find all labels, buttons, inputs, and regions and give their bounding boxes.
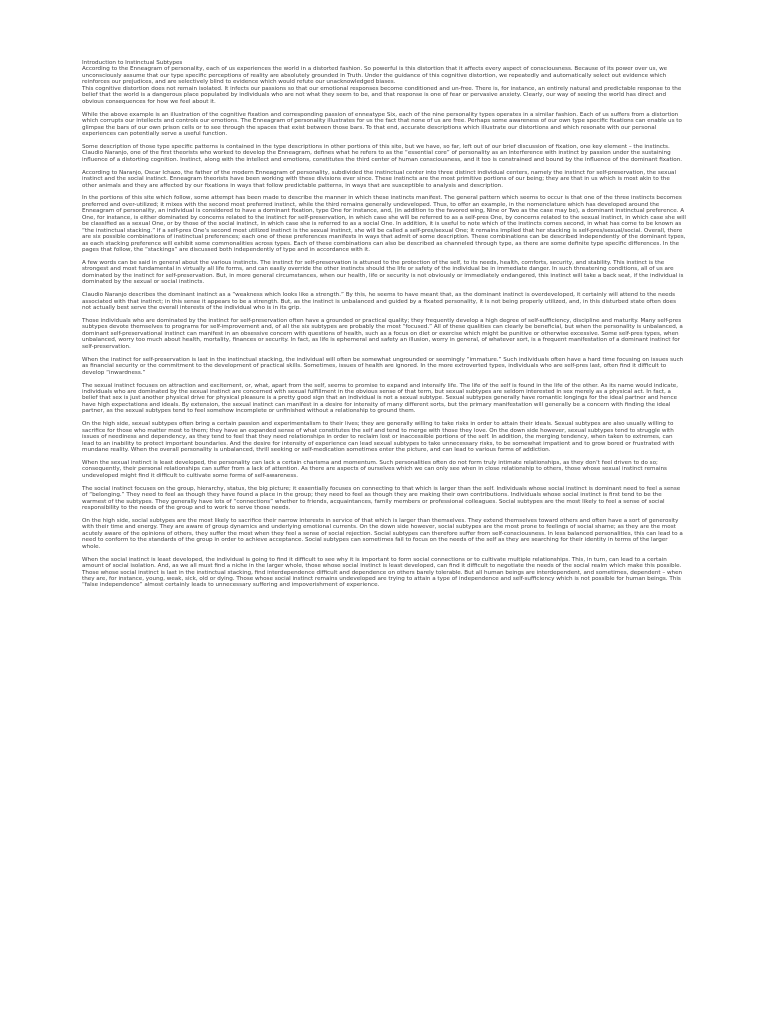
paragraph: The sexual instinct focuses on attraction and excitement, or, what, apart from the self, seems to promise to expand and intensify life. The life of the self is found in the life of the other. As its name would indicate, individuals who are dominated by the sexual instinct are concerned with sexual fulfillment in the obvious sense of that term, but sexual subtypes are seldom interested in sex merely as a physical act. In fact, a belief that sex is just another physical drive for physical pleasure is a pretty good sign that an individual is not a sexual subtype. Sexual subtypes generally have romantic longings for the ideal partner and hence have high expectations and ideals. By extension, the sexual instinct can manifest in a desire for intensity of many different sorts, but the primary manifestation will generally be a concern with finding the ideal partner, as the sexual subtypes tend to feel somehow incomplete or unfinished without a relationship to ground them. (82, 382, 679, 415)
paragraph: In the portions of this site which follow, some attempt has been made to describe the manner in which these instincts manifest. The general pattern which seems to occur is that one of the three instincts becomes preferred and over-utilized; it mixes with the second most preferred instinct, while the third remains generally undeveloped. Thus, to offer an example, in the nomenclature which has developed around the Enneagram of personality, an individual is considered to have a dominant fixation, type One for instance, and, (in addition to the favored wing, Nine or Two as the case may be), a dominant instinctual preference. A One, for instance, is either dominated by concerns related to the instinct for self-preservation, in which case she will be referred to as a self-pres One, by concerns related to the sexual instinct, in which case she will be classified as a sexual One, or by those of the social instinct, in which case she is referred to as a social One. In addition, it is useful to note which of the instincts comes second, in what has come to be known as “the instinctual stacking.” If a self-pres One’s second most utilized instinct is the sexual instinct, she will be called a self-pres/sexual One; it remains implied that her stacking is self-pres/sexual/social. Overall, there are six possible combinations of instinctual preferences; each one of these preferences manifests in ways that admit of some description. These combinations can be described independently of the dominant types, as each stacking preference will exhibit some commonalities across types. Each of these combinations can also be described as channeled through type, as there are some definite type specific differences. In the pages that follow, the “stackings” are discussed both independently of type and in accordance with it. (82, 195, 686, 254)
paragraph: While the above example is an illustration of the cognitive fixation and corresponding passion of enneatype Six, each of the nine personality types operates in a similar fashion. Each of us suffers from a distortion which corrupts our intellects and controls our emotions. The Enneagram of personality illustrates for us the fact that none of us are free. Perhaps some awareness of our own type specific fixations can enable us to glimpse the bars of our own prison cells or to see through the spaces that exist between those bars. To that end, accurate descriptions which illustrate our distortions and which resonate with our personal experiences can potentially serve a useful function. (82, 111, 682, 137)
paragraph: According to Naranjo, Oscar Ichazo, the father of the modern Enneagram of personality, subdivided the instinctual center into three distinct individual centers, namely the instinct for self-preservation, the sexual instinct and the social instinct. Enneagram theorists have been working with these divisions ever since. These instincts are the most primitive portions of our being; they are that in us which is most akin to the other animals and they are affected by our fixations in ways that follow predictable patterns, in ways that are susceptible to analysis and description. (82, 169, 677, 189)
paragraph: According to the Enneagram of personality, each of us experiences the world in a distorted fashion. So powerful is this distortion that it affects every aspect of consciousness. Because of its power over us, we unconsciously assume that our type specific perceptions of reality are absolutely grounded in Truth. Under the guidance of this cognitive distortion, we repeatedly and automatically select out evidence which reinforces our prejudices, and are selectively blind to evidence which would refute our unacknowledged biases. (82, 66, 668, 86)
paragraph: Those individuals who are dominated by the instinct for self-preservation often have a grounded or practical quality; they frequently develop a high degree of self-sufficiency, discipline and maturity. Many self-pres subtypes devote themselves to programs for self-improvement and, of all the six subtypes are probably the most “focused.” All of these qualities can clearly be beneficial, but when the personality is unbalanced, a dominant self-preservational instinct can manifest in an obsessive concern with questions of health, such as a focus on diet or exercise which might be punitive or otherwise excessive. Some self-pres types, when unbalanced, worry too much about health, mortality, finances or security. In fact, as life is ephemeral and safety an illusion, worry in general, of whatever sort, is a frequent manifestation of a dominant instinct for self-preservation. (82, 318, 683, 350)
document-page (82, 60, 686, 595)
paragraph: This cognitive distortion does not remain isolated. It infects our passions so that our emotional responses become conditioned and un-free. There is, for instance, an entirely natural and predictable response to the belief that the world is a dangerous place populated by individuals who are not what they seem to be, and that response is one of fear or pervasive anxiety. Clearly, our way of seeing the world has direct and obvious consequences for how we feel about it. (82, 85, 682, 105)
paragraph: The social instinct focuses on the group, hierarchy, status, the big picture; it essentially focuses on connecting to that which is larger than the self. Individuals whose social instinct is dominant need to feel a sense of “belonging.” They need to feel as though they have found a place in the group; they need to feel as though they are making their own contributions. Individuals whose social instinct is first tend to be the warmest of the subtypes. They generally have lots of “connections” whether to friends, acquaintances, family members or professional colleagues. Social subtypes are the most likely to feel a sense of social responsibility to the needs of the group and to work to serve those needs. (82, 485, 681, 512)
paragraph: On the high side, sexual subtypes often bring a certain passion and experimentalism to their lives; they are generally willing to take risks in order to attain their ideals. Sexual subtypes are also usually willing to sacrifice for those who matter most to them; they have an expanded sense of what constitutes the self and tend to merge with those they love. On the down side however, sexual subtypes tend to struggle with issues of neediness and dependency, as they tend to feel that they need relationships in order to reclaim lost or inaccessible portions of the self. In addition, the merging tendency, when taken to extremes, can lead to an inability to protect important boundaries. And the desire for intensity of experience can lead sexual subtypes to take unnecessary risks, to be somewhat impatient and to grow bored or frustrated with mundane reality. When the overall personality is unbalanced, thrill seeking or self-medication sometimes enter the picture, and can lead to various forms of addiction. (82, 421, 675, 454)
paragraph: When the social instinct is least developed, the individual is going to find it difficult to see why it is important to form social connections or to cultivate multiple relationships. This, in turn, can lead to a certain amount of social isolation. And, as we all must find a niche in the larger whole, those whose social instinct is least developed, can find it difficult to negotiate the needs of the social realm which make this possible. Those whose social instinct is last in the instinctual stacking, find interdependence difficult and dependence on others barely tolerable. But all human beings are interdependent, and sometimes, dependent – when they are, for instance, young, weak, sick, old or dying. Those whose social instinct remains undeveloped are trying to attain a type of independence and self-sufficiency which is not possible for human beings. This “false independence” almost certainly leads to unnecessary suffering and impoverishment of experience. (82, 556, 683, 589)
paragraph: When the instinct for self-preservation is last in the instinctual stacking, the individual will often be somewhat ungrounded or seemingly “immature.” Such individuals often have a hard time focusing on issues such as financial security or the commitment to the development of practical skills. Sometimes, issues of health are ignored. In the more extroverted types, individuals who are self-pres last, often find it difficult to develop “inwardness.” (82, 356, 684, 376)
document-title: Introduction to Instinctual Subtypes (82, 60, 183, 66)
paragraph: Some description of those type specific patterns is contained in the type descriptions in other portions of this site, but we have, so far, left out of our brief discussion of fixation, one key element – the instincts. Claudio Naranjo, one of the first theorists who worked to develop the Enneagram, defines what he refers to as the “essential core” of personality as an interference with instinct by passion under the sustaining influence of a distorting cognition. Instinct, along with the intellect and emotions, constitutes the third center of human consciousness, and it too is constrained and bound by the influence of the dominant fixation. (82, 143, 683, 163)
paragraph: Claudio Naranjo describes the dominant instinct as a “weakness which looks like a strength.” By this, he seems to have meant that, as the dominant instinct is overdeveloped, it certainly will attend to the needs associated with that instinct; in this sense it appears to be a strength. But, as the instinct is unbalanced and guided by a fixated personality, it is not being properly utilized, and, in this disturbed state often does not actually best serve the overall interests of the individual who is in its grip. (82, 292, 676, 312)
paragraph: On the high side, social subtypes are the most likely to sacrifice their narrow interests in service of that which is larger than themselves. They extend themselves toward others and often have a sort of generosity with their time and energy. They are aware of group dynamics and underlying emotional currents. On the down side however, social subtypes are the most prone to feelings of social shame; as they are the most acutely aware of the opinions of others, they suffer the most when they feel a sense of social rejection. Social subtypes can therefore suffer from self-consciousness. In less balanced personalities, this can lead to a need to conform to the standards of the group in order to achieve acceptance. Social subtypes can sometimes fail to focus on the needs of the self as they are searching for their identity in terms of the larger whole. (82, 517, 683, 550)
paragraph: A few words can be said in general about the various instincts. The instinct for self-preservation is attuned to the protection of the self, to its needs, health, comforts, security, and stability. This instinct is the strongest and most fundamental in virtually all life forms, and can easily override the other instincts should the life or safety of the individual be in immediate danger. In such threatening conditions, all of us are dominated by the instinct for self-preservation. But, in more general circumstances, when our health, life or security is not obviously or immediately endangered, this instinct will take a back seat, if the individual is dominated by the sexual or social instincts. (82, 259, 684, 286)
paragraph: When the sexual instinct is least developed, the personality can lack a certain charisma and momentum. Such personalities often do not form truly intimate relationships, as they don’t feel driven to do so; consequently, their personal relationships can suffer from a lack of attention. As there are aspects of ourselves which we can only see when in close relationship to others, those whose sexual instinct remains undeveloped might find it difficult to cultivate some forms of self-awareness. (82, 459, 667, 479)
